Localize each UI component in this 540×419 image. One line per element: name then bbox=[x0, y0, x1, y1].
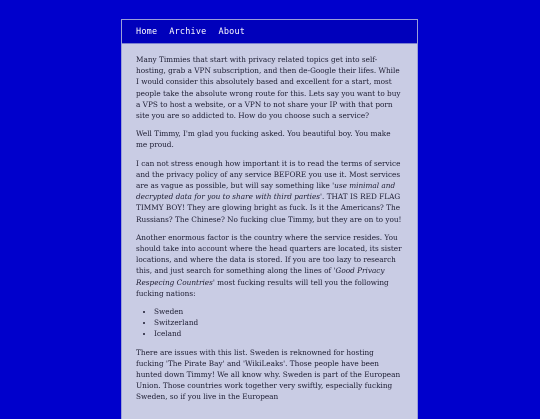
nav-home-link[interactable]: Home bbox=[136, 26, 158, 37]
tos-text-end: '. THAT IS RED FLAG TIMMY BOY! They are glowing bright as fuck. Is it the Americans? The Russians? The Chinese? No fucking clue Timmy, but they are on to you! bbox=[136, 192, 402, 224]
country-list bbox=[136, 306, 403, 340]
paragraph-list-issues: There are issues with this list. Sweden is reknowned for hosting fucking 'The Pirate Bay' and 'WikiLeaks'. Those people have been hunted down Timmy! We all know why. Sweden is part of the European Union. Those countries work together very swiftly, especially fucking Sweden, so if you live in the European bbox=[136, 347, 401, 402]
top-nav bbox=[122, 20, 417, 44]
paragraph-terms-of-service bbox=[136, 158, 403, 225]
list-item-iceland: • Iceland bbox=[154, 328, 403, 339]
paragraph-intro: Many Timmies that start with privacy related topics get into self-hosting, grab a VPN subscription, and then de-Google their lifes. While I would consider this absolutely based and excellent for a start, most people take the absolute wrong route for this. Lets say you want to buy a VPS to host a website, or a VPN to not share your IP with that porn site you are so addicted to. How do you choose such a service? bbox=[136, 55, 401, 121]
article-content bbox=[122, 44, 417, 403]
nav-archive-link[interactable]: Archive bbox=[169, 26, 207, 37]
nav-about-link[interactable]: About bbox=[218, 26, 246, 37]
paragraph-glad-you-asked: Well Timmy, I'm glad you fucking asked. You beautiful boy. You make me proud. bbox=[136, 129, 391, 150]
country-quote: Good Privacy Respecing Countries bbox=[136, 266, 385, 287]
country-text-start: Another enormous factor is the country where the service resides. You should take into account where the head quarters are located, its sister locations, and where the data is stored. If you are too lazy to research this, and just search for something along the lines of ' bbox=[136, 232, 402, 276]
tos-quote: use minimal and decrypted data for you to share with third parties bbox=[136, 181, 396, 202]
tos-text-start: I can not stress enough how important it is to read the terms of service and the privacy policy of any service BEFORE you use it. Most services are as vague as possible, but will say something like ' bbox=[136, 158, 401, 191]
page-container bbox=[121, 19, 418, 419]
country-text-end: ' most fucking results will tell you the following fucking nations: bbox=[136, 277, 389, 298]
paragraph-country-factor bbox=[136, 232, 403, 299]
list-item-switzerland: • Switzerland bbox=[154, 317, 403, 328]
list-item-sweden: • Sweden bbox=[154, 306, 403, 317]
